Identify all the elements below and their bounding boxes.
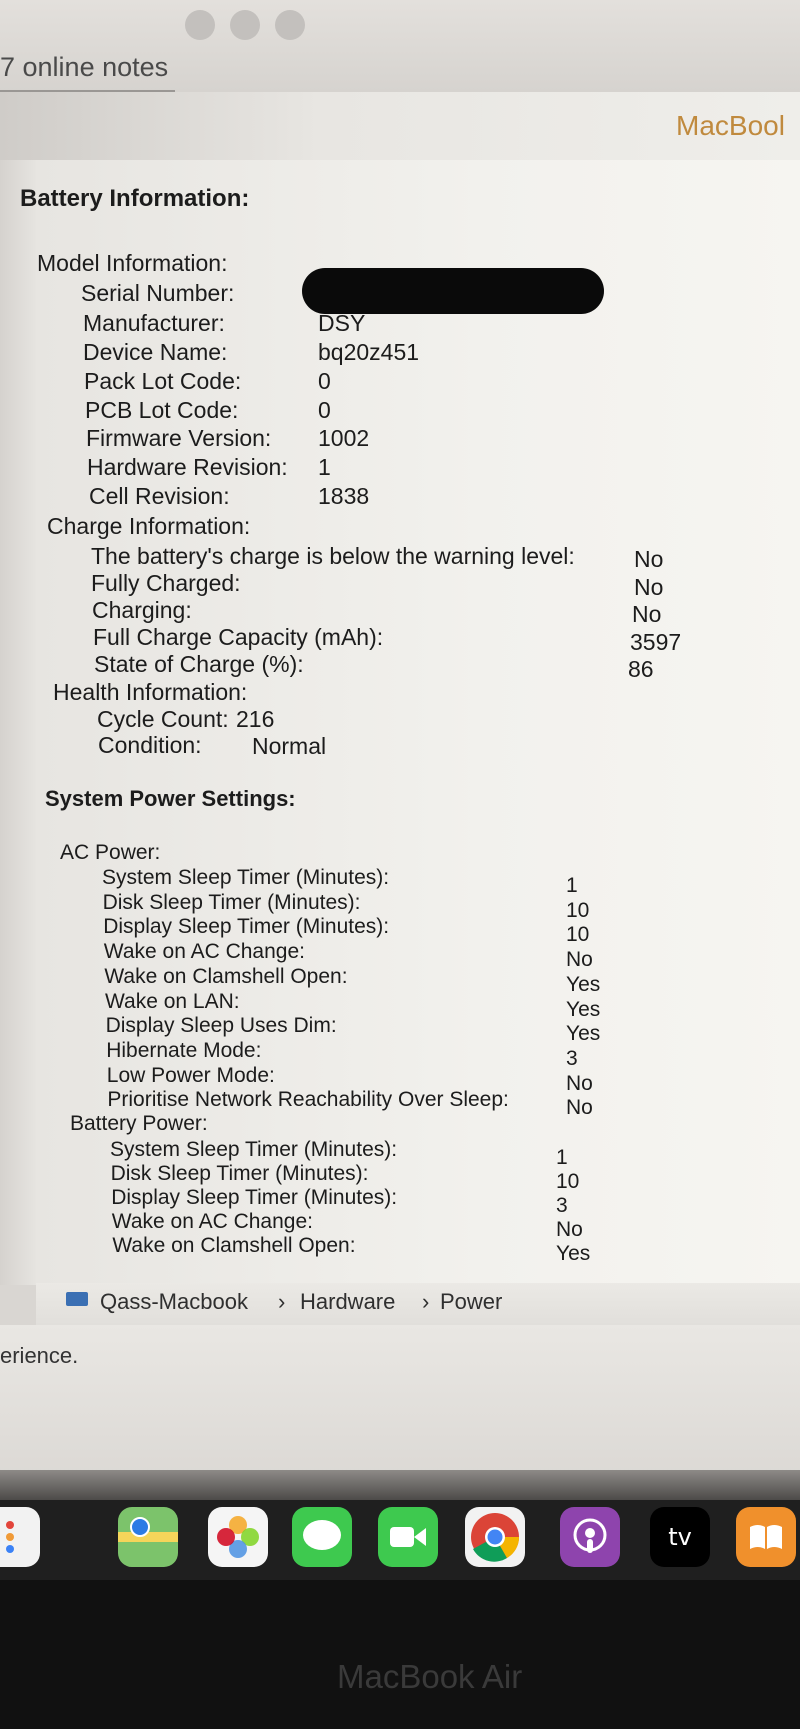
facetime-icon[interactable]	[378, 1507, 438, 1567]
manufacturer-label: Manufacturer:	[83, 310, 225, 336]
state-of-charge-value: 86	[628, 656, 654, 682]
laptop-screen-edge	[0, 1470, 800, 1500]
setting-value: 1	[556, 1146, 568, 1169]
setting-value: Yes	[566, 972, 601, 996]
laptop-brand-label: MacBook Air	[337, 1658, 523, 1695]
fully-charged-label: Fully Charged:	[91, 570, 241, 596]
fully-charged-value: No	[634, 574, 664, 600]
setting-value: Yes	[566, 1022, 601, 1046]
background-page	[0, 1325, 800, 1475]
setting-value: 10	[556, 1170, 580, 1193]
hardware-revision-label: Hardware Revision:	[87, 454, 288, 480]
health-information-heading: Health Information:	[53, 679, 248, 705]
minimize-window-icon[interactable]	[230, 10, 260, 40]
setting-label: Wake on LAN:	[105, 989, 240, 1013]
hardware-revision-value: 1	[318, 454, 331, 480]
setting-value: Yes	[566, 997, 601, 1021]
setting-label: System Sleep Timer (Minutes):	[102, 866, 390, 889]
books-icon[interactable]	[736, 1507, 796, 1567]
setting-value: 3	[556, 1194, 568, 1217]
close-window-icon[interactable]	[185, 10, 215, 40]
messages-icon[interactable]	[292, 1507, 352, 1567]
setting-label: Disk Sleep Timer (Minutes):	[110, 1162, 369, 1185]
condition-label: Condition:	[98, 732, 202, 758]
warning-level-value: No	[634, 546, 664, 572]
setting-value: No	[566, 948, 593, 972]
full-charge-capacity-label: Full Charge Capacity (mAh):	[93, 624, 384, 650]
cycle-count-value: 216	[236, 706, 275, 732]
maps-icon[interactable]	[118, 1507, 178, 1567]
pack-lot-code-label: Pack Lot Code:	[84, 368, 242, 394]
setting-value: 1	[566, 874, 578, 897]
path-separator: ›	[422, 1289, 430, 1314]
battery-power-heading: Battery Power:	[70, 1112, 208, 1135]
path-power[interactable]: Power	[440, 1289, 503, 1314]
cell-revision-value: 1838	[318, 483, 370, 509]
zoom-window-icon[interactable]	[275, 10, 305, 40]
charging-value: No	[632, 601, 662, 627]
path-hardware[interactable]: Hardware	[300, 1289, 396, 1314]
condition-value: Normal	[252, 733, 327, 759]
setting-value: Yes	[556, 1242, 591, 1265]
ac-power-heading: AC Power:	[60, 841, 161, 864]
setting-label: Wake on Clamshell Open:	[112, 1234, 356, 1257]
computer-icon	[66, 1292, 88, 1306]
firmware-version-label: Firmware Version:	[86, 425, 272, 451]
browser-tab[interactable]: 7 online notes	[0, 52, 169, 82]
cycle-count-label: Cycle Count:	[97, 706, 229, 732]
state-of-charge-label: State of Charge (%):	[94, 651, 304, 677]
setting-label: Wake on AC Change:	[111, 1210, 313, 1233]
setting-label: Hibernate Mode:	[106, 1038, 262, 1062]
setting-label: Display Sleep Timer (Minutes):	[111, 1186, 398, 1209]
charge-information-heading: Charge Information:	[47, 513, 251, 539]
header-title: MacBool	[676, 110, 785, 141]
pcb-lot-code-label: PCB Lot Code:	[85, 397, 239, 423]
setting-value: No	[556, 1218, 583, 1241]
apple-tv-icon[interactable]	[650, 1507, 710, 1567]
setting-label: Low Power Mode:	[106, 1063, 275, 1087]
reminders-icon[interactable]	[0, 1507, 40, 1567]
setting-label: Display Sleep Timer (Minutes):	[103, 915, 390, 939]
full-charge-capacity-value: 3597	[630, 629, 682, 655]
setting-label: Wake on AC Change:	[103, 940, 305, 964]
setting-label: Display Sleep Uses Dim:	[105, 1014, 337, 1038]
setting-label: System Sleep Timer (Minutes):	[110, 1138, 398, 1161]
setting-value: 10	[566, 898, 590, 922]
pack-lot-code-value: 0	[318, 368, 331, 394]
redacted-serial-number	[302, 268, 604, 314]
pcb-lot-code-value: 0	[318, 397, 331, 423]
chrome-icon[interactable]	[465, 1507, 525, 1567]
setting-label: Disk Sleep Timer (Minutes):	[102, 890, 361, 914]
battery-information-heading: Battery Information:	[20, 185, 250, 212]
serial-number-label: Serial Number:	[81, 280, 235, 306]
apple-tv-label: tv	[668, 1523, 692, 1551]
setting-label: Wake on Clamshell Open:	[104, 964, 348, 988]
setting-label: Prioritise Network Reachability Over Sleep:	[107, 1088, 509, 1112]
sidebar-edge	[0, 160, 36, 1285]
path-separator: ›	[278, 1289, 286, 1314]
device-name-value: bq20z451	[318, 339, 420, 365]
firmware-version-value: 1002	[318, 425, 370, 451]
path-computer[interactable]: Qass-Macbook	[100, 1289, 248, 1314]
podcasts-icon[interactable]	[560, 1507, 620, 1567]
setting-value: 10	[566, 923, 590, 947]
laptop-bezel	[0, 1580, 800, 1729]
setting-value: No	[566, 1096, 593, 1120]
setting-value: No	[566, 1071, 593, 1095]
manufacturer-value: DSY	[318, 310, 366, 336]
cell-revision-label: Cell Revision:	[89, 483, 230, 509]
warning-level-label: The battery's charge is below the warning level:	[91, 543, 575, 569]
background-page-text: erience.	[0, 1343, 79, 1368]
setting-value: 3	[566, 1046, 578, 1070]
photos-icon[interactable]	[208, 1507, 268, 1567]
device-name-label: Device Name:	[83, 339, 228, 365]
system-power-settings-heading: System Power Settings:	[45, 786, 296, 811]
model-information-heading: Model Information:	[37, 250, 228, 276]
charging-label: Charging:	[92, 597, 192, 623]
